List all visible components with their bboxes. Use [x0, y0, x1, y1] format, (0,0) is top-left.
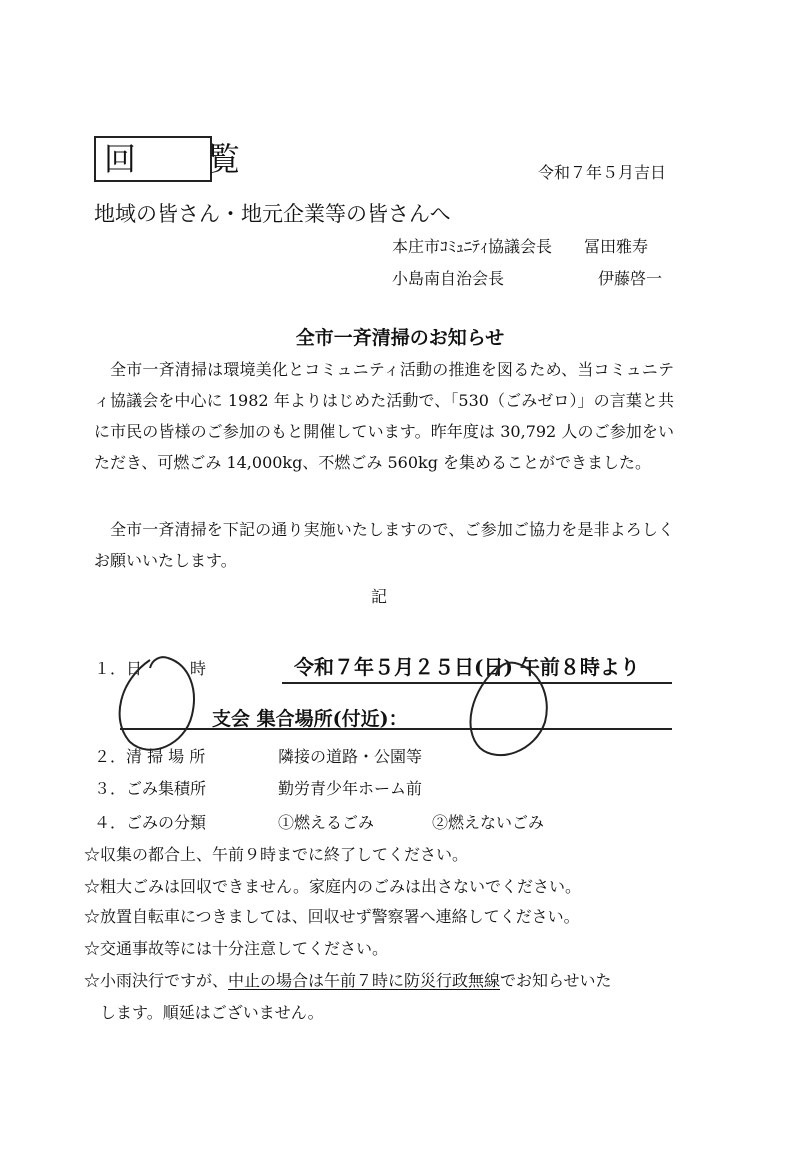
item-3-value: 勤労青少年ホーム前 [278, 779, 423, 798]
issue-date: 令和７年５月吉日 [537, 163, 666, 182]
ki-heading: 記 [371, 587, 388, 606]
venue-underline [120, 728, 672, 730]
item-2-value: 隣接の道路・公園等 [278, 747, 423, 766]
note-1: ☆収集の都合上、午前９時までに終了してください。 [84, 845, 469, 864]
sender-2-name: 伊藤啓一 [598, 269, 663, 288]
sender-1-name: 冨田雅寿 [584, 237, 649, 256]
sender-2 [392, 266, 663, 289]
venue-label: 支会 集合場所(付近)： [212, 708, 408, 730]
item-3-label: ３．ごみ集積所 [94, 779, 207, 798]
item-1-underline [282, 682, 672, 684]
item-4-value-b: ②燃えないごみ [432, 813, 545, 832]
item-1-value: 令和７年５月２５日(日) 午前８時より [294, 655, 640, 679]
sender-2-title: 小島南自治会長 [392, 269, 505, 288]
note-2: ☆粗大ごみは回収できません。家庭内のごみは出さないでください。 [84, 877, 581, 896]
notice-title: 全市一斉清掃のお知らせ [295, 327, 505, 349]
greeting: 地域の皆さん・地元企業等の皆さんへ [94, 202, 451, 226]
item-2-label: ２．清 掃 場 所 [94, 747, 206, 766]
note-5-pre: ☆小雨決行ですが、 [84, 971, 229, 990]
note-5-continued: します。順延はございません。 [100, 1003, 324, 1022]
note-5 [84, 968, 612, 991]
note-3: ☆放置自転車につきましては、回収せず警察署へ連絡してください。 [84, 907, 580, 926]
body-paragraph-1: 全市一斉清掃は環境美化とコミュニティ活動の推進を図るため、当コミュニティ協議会を中心に 1982 年よりはじめた活動で、「530（ごみゼロ）」の言葉と共に市民の皆様のご参加のもと開催しています。昨年度は 30,792 人のご参加をいただき、可燃ごみ 14,000kg、不燃ごみ 560kg を集めることができました。 [94, 360, 674, 472]
note-5-post: でお知らせいた [500, 971, 612, 990]
note-5-underlined: 中止の場合は午前７時に防災行政無線 [228, 971, 501, 990]
item-4-value-a: ①燃えるごみ [278, 813, 375, 832]
kairan-stamp: 回 覧 [94, 136, 212, 182]
note-4: ☆交通事故等には十分注意してください。 [84, 939, 389, 958]
sender-1-title: 本庄市ｺﾐｭﾆﾃｨ協議会長 [392, 237, 553, 256]
sender-1 [392, 234, 648, 257]
item-4-label: ４．ごみの分類 [94, 813, 207, 832]
body-paragraph-2: 全市一斉清掃を下記の通り実施いたしますので、ご参加ご協力を是非よろしくお願いいたします。 [94, 520, 674, 570]
item-1-label: １．日 時 [94, 659, 207, 678]
